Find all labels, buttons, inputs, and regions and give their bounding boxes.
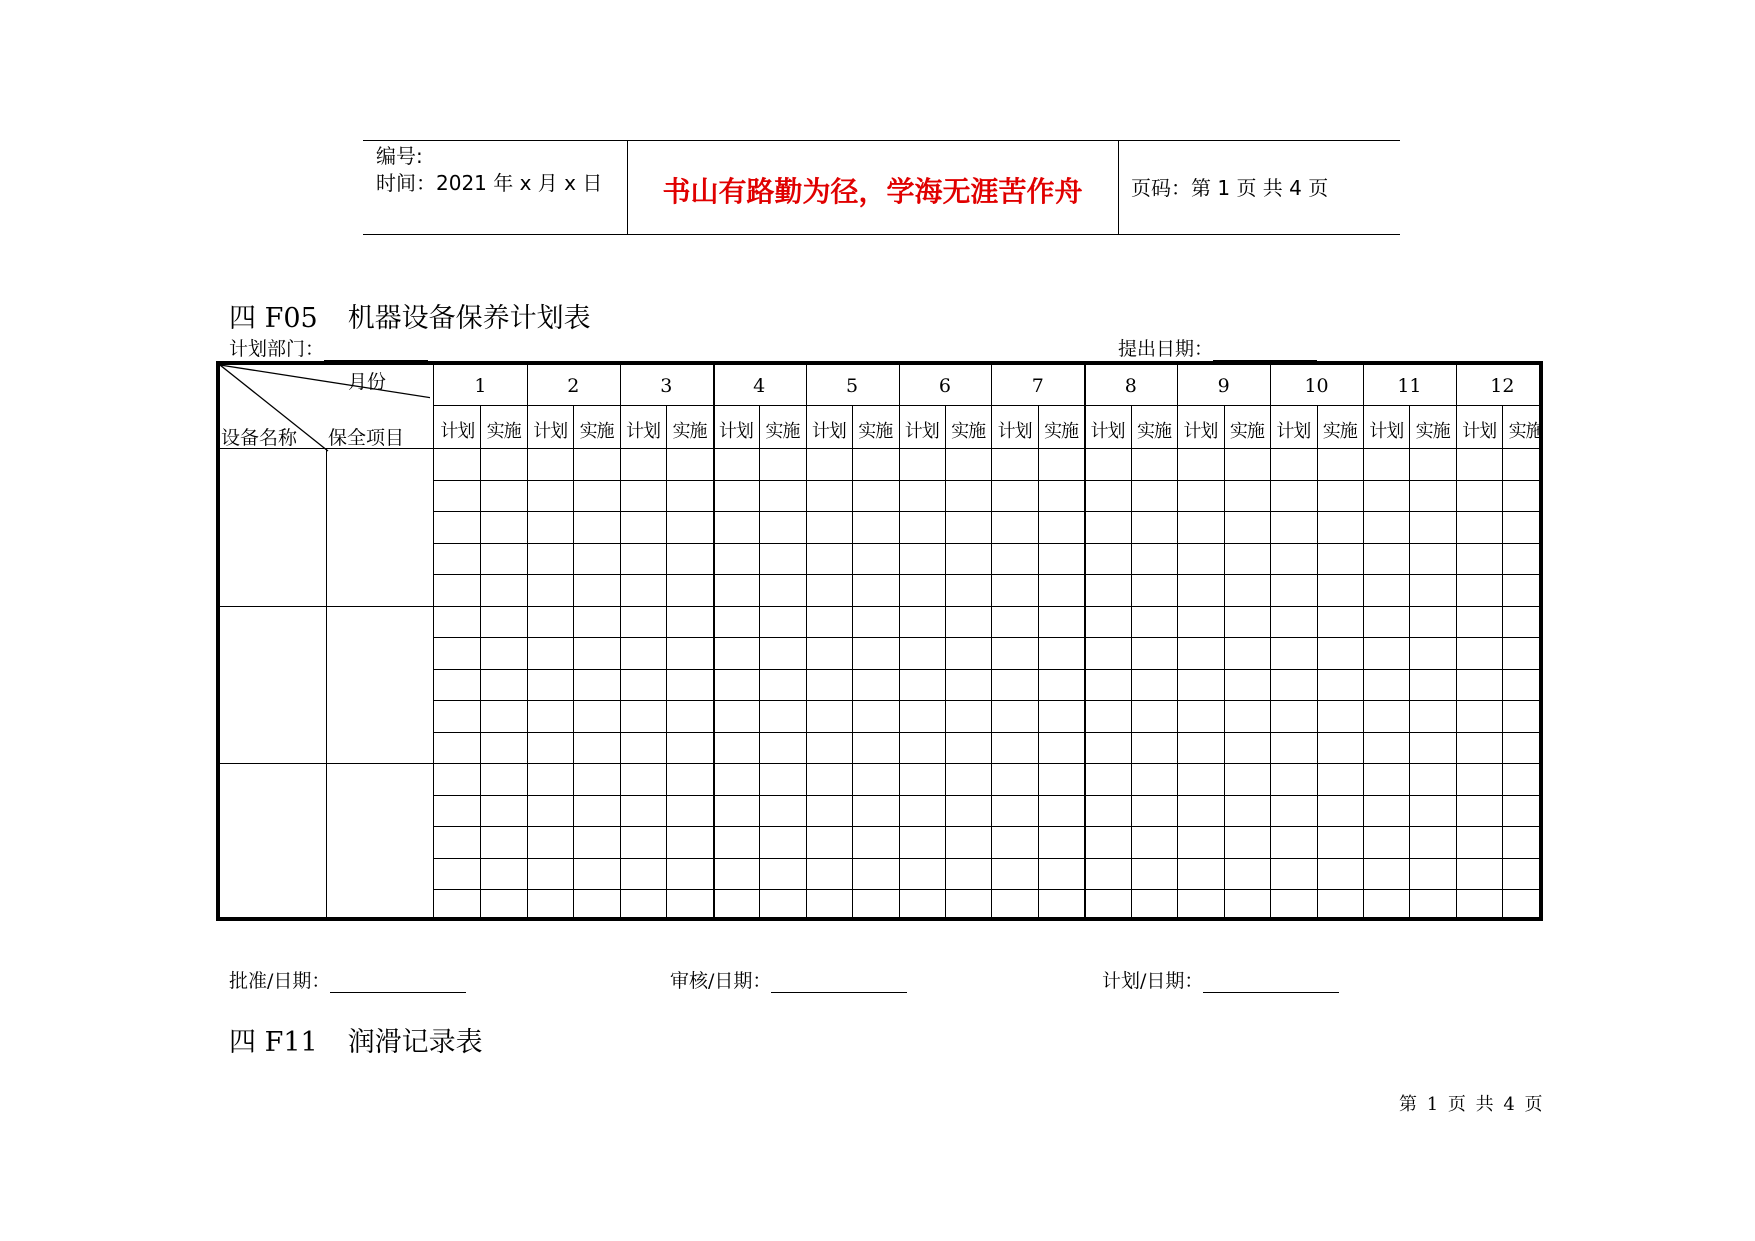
month-header-4: 4 (753, 375, 766, 397)
planner-blank[interactable] (1203, 972, 1339, 993)
actual-subheader: 实施 (858, 421, 893, 442)
actual-subheader: 实施 (1136, 421, 1171, 442)
month-header-1: 1 (474, 375, 487, 397)
planner-label: 计划/日期： (1102, 970, 1204, 992)
month-column-rule (1177, 365, 1178, 917)
plan-subheader: 计划 (904, 421, 939, 442)
row-rule (433, 700, 1539, 701)
row-rule (433, 858, 1539, 859)
month-column-rule (1084, 365, 1086, 917)
group-rule (220, 606, 1539, 607)
section-title-f11 (229, 1020, 483, 1059)
plan-subheader: 计划 (440, 421, 475, 442)
month-header-rule (434, 405, 1539, 406)
plan-subheader: 计划 (1183, 421, 1218, 442)
header-top-rule (363, 140, 1400, 141)
month-column-rule (1270, 365, 1271, 917)
month-column-rule (620, 365, 621, 917)
plan-subheader: 计划 (1462, 421, 1497, 442)
section-name: 润滑记录表 (347, 1027, 483, 1058)
plan-actual-rule (945, 405, 946, 917)
plan-actual-rule (666, 405, 667, 917)
page-footer: 第 1 页 共 4 页 (1399, 1094, 1543, 1115)
plan-dept-blank[interactable] (324, 340, 428, 361)
actual-subheader: 实施 (1508, 421, 1543, 442)
section-title-f05 (229, 296, 591, 335)
item-column-rule (433, 365, 434, 917)
actual-subheader: 实施 (486, 421, 521, 442)
plan-dept-label: 计划部门： (229, 338, 325, 360)
plan-subheader: 计划 (1276, 421, 1311, 442)
approve-field (229, 966, 466, 993)
corner-equipment-label: 设备名称 (221, 427, 298, 449)
plan-dept-field (229, 334, 428, 361)
header-bottom-rule (220, 448, 1539, 449)
plan-subheader: 计划 (533, 421, 568, 442)
plan-actual-rule (1317, 405, 1318, 917)
month-header-3: 3 (660, 375, 673, 397)
header-date-label: 时间：2021 年 x 月 x 日 (376, 171, 603, 195)
planner-field (1102, 966, 1339, 993)
group-rule (220, 763, 1539, 764)
row-rule (433, 669, 1539, 670)
month-column-rule (527, 365, 528, 917)
plan-subheader: 计划 (997, 421, 1032, 442)
approve-label: 批准/日期： (229, 970, 331, 992)
month-header-9: 9 (1217, 375, 1230, 397)
section-code: 四 F05 (229, 303, 318, 334)
month-column-rule (806, 365, 807, 917)
plan-actual-rule (759, 405, 760, 917)
plan-actual-rule (480, 405, 481, 917)
equipment-column-rule (326, 448, 327, 917)
plan-actual-rule (573, 405, 574, 917)
plan-actual-rule (1224, 405, 1225, 917)
plan-subheader: 计划 (718, 421, 753, 442)
row-rule (433, 637, 1539, 638)
approve-blank[interactable] (330, 972, 466, 993)
header-motto: 书山有路勤为径，学海无涯苦作舟 (662, 175, 1083, 208)
row-rule (433, 795, 1539, 796)
corner-item-label: 保全项目 (328, 427, 405, 449)
month-header-8: 8 (1124, 375, 1137, 397)
actual-subheader: 实施 (579, 421, 614, 442)
month-column-rule (1456, 365, 1457, 917)
plan-actual-rule (1131, 405, 1132, 917)
submit-date-blank[interactable] (1213, 340, 1317, 361)
plan-actual-rule (852, 405, 853, 917)
month-column-rule (899, 365, 900, 917)
header-code-label: 编号: (376, 144, 423, 168)
month-column-rule (991, 365, 992, 917)
plan-subheader: 计划 (811, 421, 846, 442)
month-header-10: 10 (1304, 375, 1329, 397)
actual-subheader: 实施 (765, 421, 800, 442)
submit-date-label: 提出日期： (1118, 338, 1214, 360)
row-rule (433, 732, 1539, 733)
actual-subheader: 实施 (1044, 421, 1079, 442)
row-rule (433, 826, 1539, 827)
review-label: 审核/日期： (670, 970, 772, 992)
actual-subheader: 实施 (1229, 421, 1264, 442)
month-column-rule (1363, 365, 1364, 917)
plan-subheader: 计划 (1369, 421, 1404, 442)
row-rule (433, 480, 1539, 481)
plan-subheader: 计划 (1090, 421, 1125, 442)
row-rule (433, 511, 1539, 512)
row-rule (433, 574, 1539, 575)
plan-actual-rule (1409, 405, 1410, 917)
month-header-2: 2 (567, 375, 580, 397)
month-header-12: 12 (1490, 375, 1515, 397)
review-blank[interactable] (771, 972, 907, 993)
month-header-7: 7 (1031, 375, 1044, 397)
corner-month-label: 月份 (348, 371, 387, 393)
header-bottom-rule (363, 234, 1400, 235)
actual-subheader: 实施 (672, 421, 707, 442)
plan-actual-rule (1502, 405, 1503, 917)
header-divider (1118, 140, 1119, 234)
row-rule (433, 543, 1539, 544)
maintenance-plan-table (216, 361, 1543, 921)
submit-date-field (1118, 334, 1317, 361)
section-code: 四 F11 (229, 1027, 318, 1058)
month-column-rule (713, 365, 715, 917)
header-page-label: 页码：第 1 页 共 4 页 (1131, 176, 1329, 200)
plan-actual-rule (1038, 405, 1039, 917)
actual-subheader: 实施 (1322, 421, 1357, 442)
month-header-6: 6 (938, 375, 951, 397)
section-name: 机器设备保养计划表 (347, 303, 591, 334)
plan-subheader: 计划 (626, 421, 661, 442)
month-header-11: 11 (1397, 375, 1422, 397)
row-rule (433, 889, 1539, 890)
review-field (670, 966, 907, 993)
actual-subheader: 实施 (1415, 421, 1450, 442)
actual-subheader: 实施 (951, 421, 986, 442)
month-header-5: 5 (845, 375, 859, 397)
